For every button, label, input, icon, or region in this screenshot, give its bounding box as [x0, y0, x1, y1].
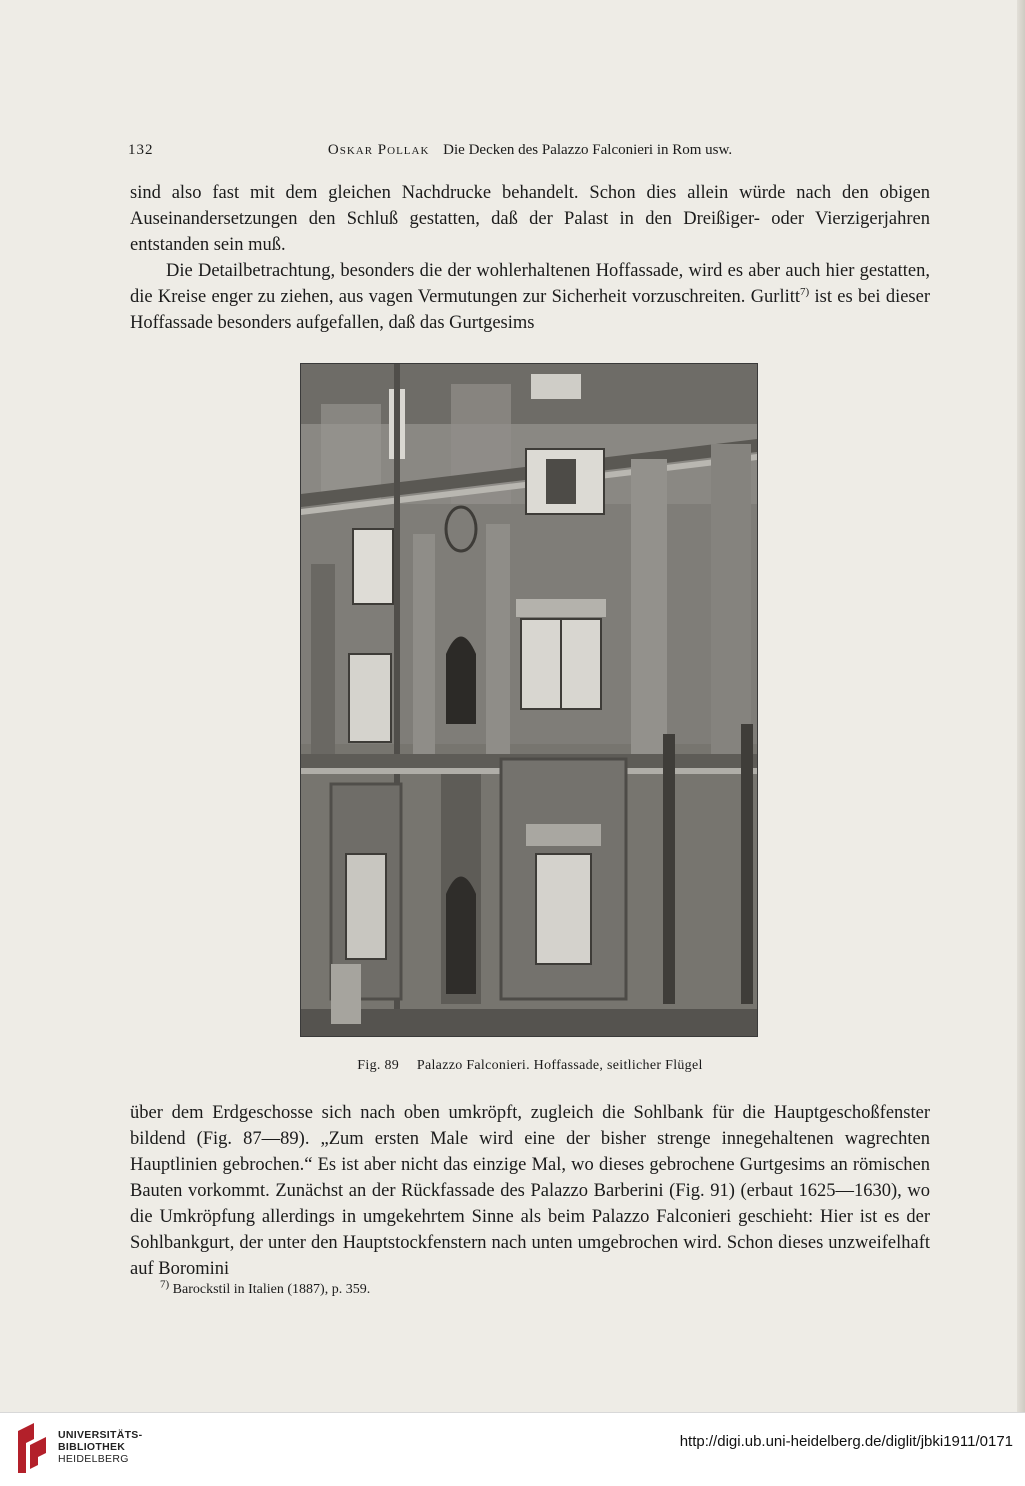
figure-caption	[130, 1058, 930, 1074]
header-title: Die Decken des Palazzo Falconieri in Rom usw.	[443, 142, 733, 158]
paragraph-1: sind also fast mit dem gleichen Nachdrucke behandelt. Schon dies allein würde nach den obigen Auseinandersetzungen den Schluß gestatten, daß der Palast in den Dreißiger- oder Vierzigerjahren entstanden sein muß.	[130, 183, 930, 255]
library-name-line-3: HEIDELBERG	[58, 1453, 129, 1465]
facade-photograph	[300, 363, 758, 1037]
body-text-top	[130, 180, 930, 336]
digitization-footer	[0, 1412, 1025, 1486]
running-head	[128, 142, 932, 159]
paragraph-2-text: Die Detailbetrachtung, besonders die der wohlerhaltenen Hoffassade, wird es aber auch hier gestatten, die Kreise enger zu ziehen, aus vagen Vermutungen zur Sicherheit vorzuschreiten. Gurlitt	[130, 261, 930, 307]
library-name	[58, 1429, 142, 1465]
permalink-url[interactable]: http://digi.ub.uni-heidelberg.de/diglit/jbki1911/0171	[679, 1433, 1013, 1450]
figure-caption-text: Palazzo Falconieri. Hoffassade, seitlicher Flügel	[416, 1058, 703, 1073]
library-logo-icon	[12, 1421, 52, 1477]
footnote-text: Barockstil in Italien (1887), p. 359.	[172, 1282, 371, 1297]
library-name-line-2: BIBLIOTHEK	[58, 1441, 126, 1453]
footnote-reference[interactable]: 7)	[800, 285, 810, 298]
paragraph-2	[130, 258, 930, 336]
page-edge	[1017, 0, 1025, 1412]
body-text-bottom	[130, 1100, 930, 1282]
paragraph-2-tail: ist es bei dieser Hoffassade besonders aufgefallen, daß das Gurtgesims	[130, 287, 930, 333]
header-author: Oskar Pollak	[327, 142, 430, 158]
paragraph-3: über dem Erdgeschosse sich nach oben umkröpft, zugleich die Sohlbank für die Hauptgeschoßfenster bildend (Fig. 87—89). „Zum ersten Male wird eine der bisher strenge innegehaltenen wagrechten Hauptlinien gebrochen.“ Es ist aber nicht das einzige Mal, wo dieses gebrochene Gurtgesims an römischen Bauten vorkommt. Zunächst an der Rückfassade des Palazzo Barberini (Fig. 91) (erbaut 1625—1630), wo die Umkröpfung allerdings in umgekehrtem Sinne als beim Palazzo Falconieri geschieht: Hier ist es der Sohlbankgurt, der unter den Hauptstockfenstern nach unten umgebrochen wird. Schon dieses unzweifelhaft auf Boromini	[130, 1103, 930, 1279]
footnote	[160, 1278, 371, 1298]
library-name-line-1: UNIVERSITÄTS-	[58, 1429, 143, 1441]
page-number: 132	[128, 142, 154, 158]
facade-illustration	[301, 364, 757, 1036]
footnote-marker: 7)	[160, 1278, 170, 1291]
figure-label: Fig. 89	[357, 1058, 400, 1073]
running-header	[128, 142, 932, 164]
